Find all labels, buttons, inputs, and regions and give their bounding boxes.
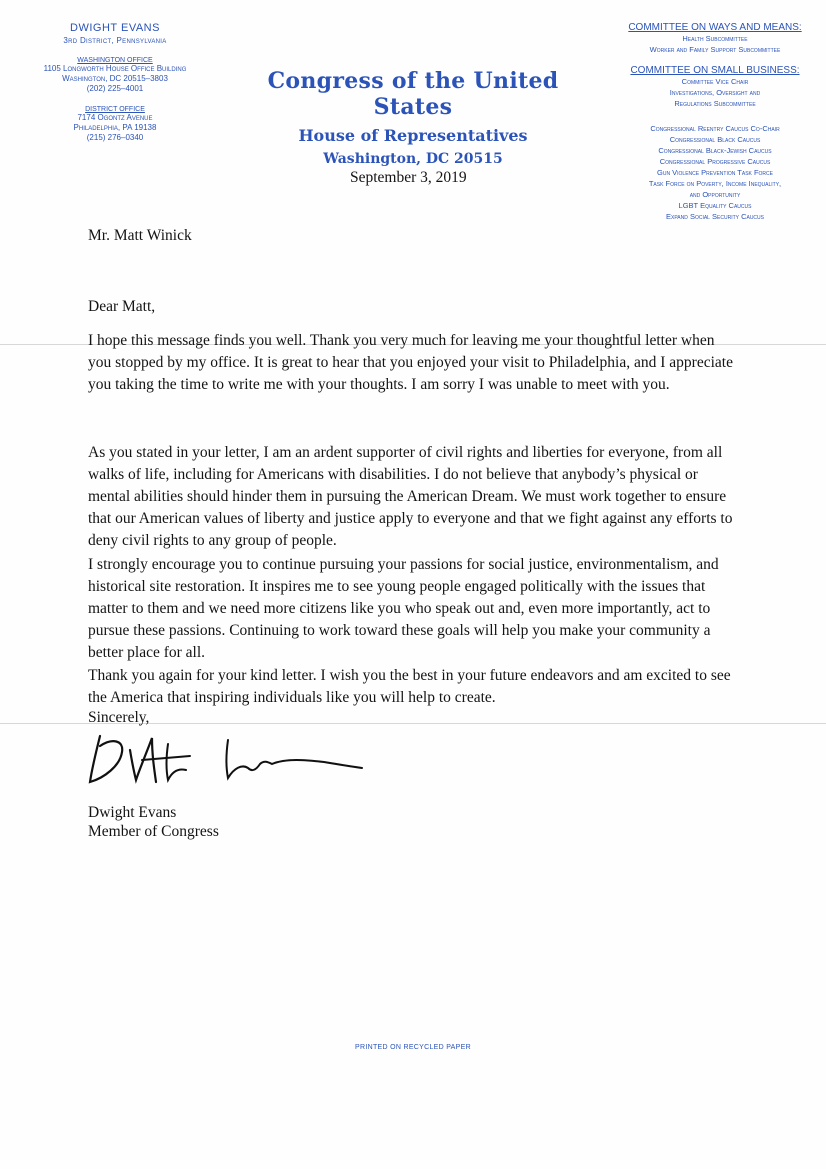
paragraph: As you stated in your letter, I am an ardent supporter of civil rights and liberties for everyone, from all walks of life, including for Americans with disabilities. I do not believe that anybody’s physical or mental abilities should hinder them in pursuing the American Dream. We must work together to ensure that our American values of liberty and justice apply to everyone and that we fight against any efforts to deny civil rights to any group of people. [88, 444, 733, 549]
caucus-item: Task Force on Poverty, Income Inequality, [648, 179, 782, 188]
committee-block [610, 22, 820, 222]
washington-office-line: (202) 225–4001 [86, 84, 144, 93]
committee-item: Investigations, Oversight and [669, 88, 761, 97]
member-name: DWIGHT EVANS [70, 22, 160, 34]
letterhead-title: Congress of the United States [267, 68, 559, 120]
district-office-line: (215) 276–0340 [86, 133, 144, 142]
member-contact-block [10, 22, 220, 143]
caucus-item: and Opportunity [689, 190, 741, 199]
district-office-line: 7174 Ogontz Avenue [77, 113, 153, 122]
letter-date: September 3, 2019 [350, 169, 467, 186]
member-district: 3rd District, Pennsylvania [63, 36, 167, 45]
district-office-title: DISTRICT OFFICE [85, 106, 145, 113]
signer-name: Dwight Evans [88, 804, 177, 821]
caucus-item: Expand Social Security Caucus [666, 212, 764, 221]
signer-block [88, 803, 219, 841]
letterhead [230, 68, 596, 167]
closing: Sincerely, [88, 709, 150, 726]
paragraph: I hope this message finds you well. Thank you very much for leaving me your thoughtful letter when you stopped by my office. It is great to hear that you enjoyed your visit to Philadelphia, and I appreciate you taking the time to write me with your thoughts. I am sorry I was unable to meet with you. [88, 332, 733, 393]
committee-item: Health Subcommittee [682, 34, 748, 43]
footer-note: PRINTED ON RECYCLED PAPER [355, 1044, 471, 1051]
caucus-item: Congressional Black-Jewish Caucus [658, 146, 772, 155]
committee-title: COMMITTEE ON SMALL BUSINESS: [630, 65, 800, 76]
handwritten-signature [86, 728, 376, 794]
committee-item: Worker and Family Support Subcommittee [649, 45, 781, 54]
caucus-item: Congressional Reentry Caucus Co-Chair [650, 124, 780, 133]
committee-title: COMMITTEE ON WAYS AND MEANS: [628, 22, 802, 33]
letterhead-house: House of Representatives [298, 126, 528, 145]
salutation: Dear Matt, [88, 298, 156, 315]
caucus-item: Congressional Progressive Caucus [659, 157, 771, 166]
recipient: Mr. Matt Winick [88, 227, 192, 244]
committee-item: Committee Vice Chair [681, 77, 749, 86]
washington-office-line: 1105 Longworth House Office Building [43, 64, 187, 73]
paragraph: I strongly encourage you to continue pursuing your passions for social justice, environmentalism, and historical site restoration. It inspires me to see young people engaged politically with the issues that matter to them and we need more citizens like you who speak out and, even more importantly, act to pursue these passions. Continuing to work toward these goals will help you make your community a better place for all. [88, 556, 719, 661]
washington-office-title: WASHINGTON OFFICE [77, 57, 153, 64]
committee-item: Regulations Subcommittee [674, 99, 756, 108]
letterhead-city: Washington, DC 20515 [323, 151, 503, 167]
district-office-line: Philadelphia, PA 19138 [73, 123, 157, 132]
signer-title: Member of Congress [88, 823, 219, 840]
caucus-item: Congressional Black Caucus [669, 135, 761, 144]
caucus-item: LGBT Equality Caucus [678, 201, 752, 210]
washington-office-line: Washington, DC 20515–3803 [62, 74, 168, 83]
paragraph: Thank you again for your kind letter. I wish you the best in your future endeavors and am excited to see the America that inspiring individuals like you will help to create. [88, 667, 731, 706]
caucus-item: Gun Violence Prevention Task Force [657, 168, 773, 177]
